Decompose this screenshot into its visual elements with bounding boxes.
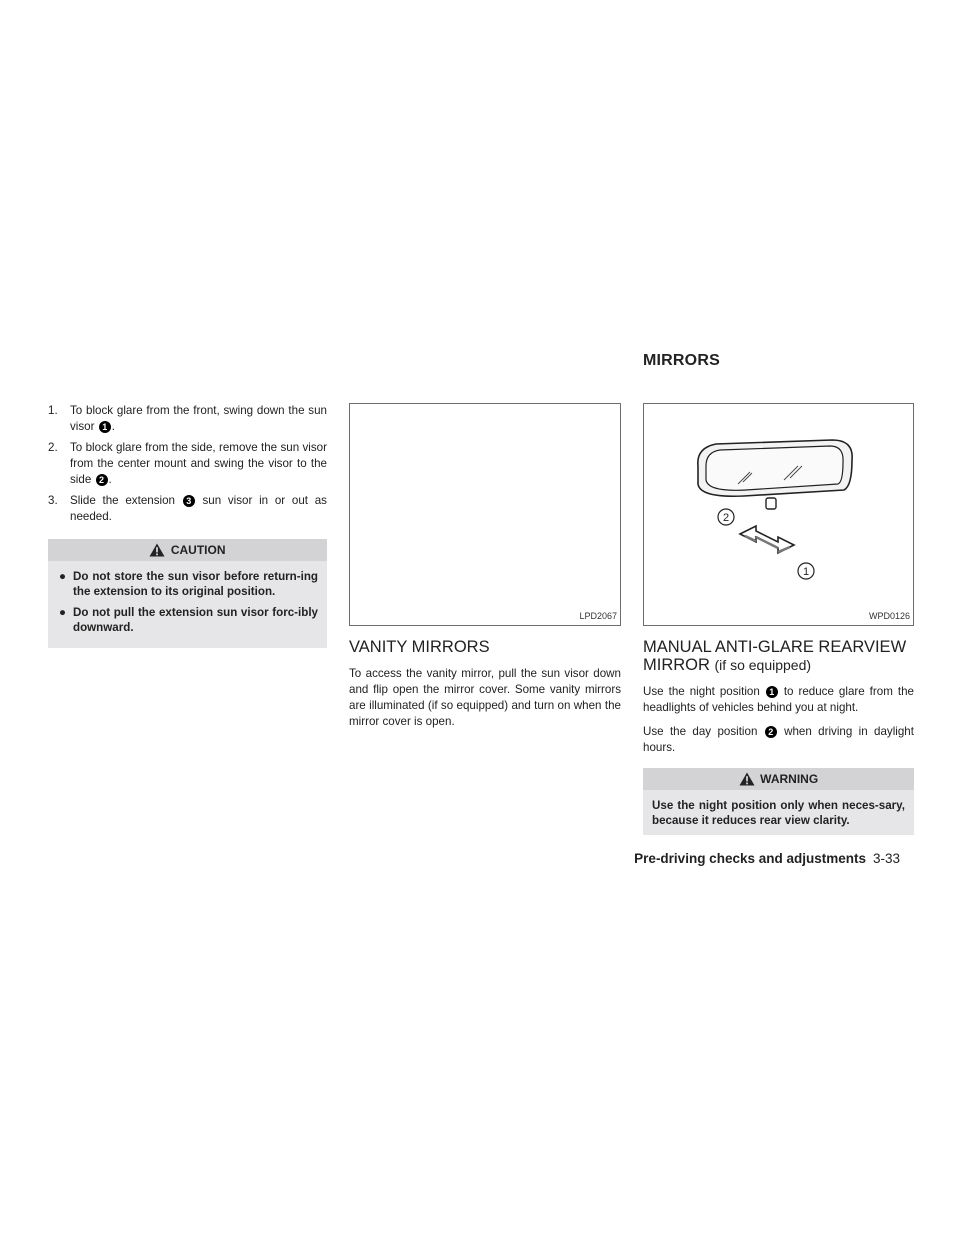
vanity-heading: VANITY MIRRORS [349, 638, 490, 656]
step-item [48, 493, 327, 525]
step-text: Slide the extension [70, 494, 175, 507]
caution-box [48, 539, 327, 648]
rearview-mirror-illustration [644, 404, 913, 625]
rearview-day-text [643, 724, 914, 756]
caution-item [57, 605, 318, 635]
caution-text: Do not pull the extension sun visor forc-ibly downward. [73, 606, 318, 634]
callout-label-2: 2 [722, 512, 730, 524]
mirror-tab-shape [766, 498, 776, 509]
callout-label-1: 1 [802, 566, 810, 578]
figure-code: LPD2067 [579, 611, 617, 621]
step-text: To block glare from the front, swing down the sun visor [70, 404, 327, 433]
warning-triangle-icon [739, 772, 755, 786]
footer-page-number: 3-33 [873, 851, 901, 866]
night-text-after: to reduce glare from the headlights of vehicles behind you at night. [643, 685, 914, 714]
bullet-icon: ● [59, 606, 67, 619]
warning-header [643, 768, 914, 790]
vanity-column [349, 403, 621, 738]
callout-marker: 1 [99, 421, 111, 433]
step-text-after: . [111, 420, 115, 433]
warning-label: WARNING [760, 772, 819, 786]
bullet-icon: ● [59, 570, 67, 583]
step-text-after: . [108, 473, 112, 486]
sun-visor-steps [48, 403, 327, 525]
step-item [48, 440, 327, 488]
rearview-column [643, 403, 914, 835]
day-text-after: when driving in daylight hours. [643, 725, 914, 754]
warning-triangle-icon [149, 543, 165, 557]
callout-marker: 3 [183, 495, 195, 507]
day-text-before: Use the day position [643, 725, 758, 738]
footer-chapter-title: Pre-driving checks and adjustments [634, 851, 866, 866]
caution-text: Do not store the sun visor before return-ing the extension to its original position. [73, 570, 318, 598]
callout-marker: 2 [765, 726, 777, 738]
step-number: 2. [48, 441, 58, 454]
rearview-night-text [643, 684, 914, 716]
section-title: MIRRORS [643, 352, 720, 369]
step-item [48, 403, 327, 435]
caution-item [57, 569, 318, 599]
callout-marker: 1 [766, 686, 778, 698]
step-number: 1. [48, 404, 58, 417]
step-number: 3. [48, 494, 58, 507]
caution-label: CAUTION [170, 543, 226, 557]
step-text-after: sun visor in or out as needed. [70, 494, 327, 523]
rearview-heading [643, 638, 914, 674]
caution-header [48, 539, 327, 561]
rearview-heading-main: MANUAL ANTI-GLARE REARVIEW MIRROR [643, 638, 907, 674]
step-text: To block glare from the side, remove the sun visor from the center mount and swing the visor to the side [70, 441, 327, 486]
mirror-glass-shape [706, 446, 843, 490]
rearview-figure [643, 403, 914, 626]
vanity-figure [349, 403, 621, 626]
callout-marker: 2 [96, 474, 108, 486]
warning-box [643, 768, 914, 835]
night-text-before: Use the night position [643, 685, 760, 698]
figure-code: WPD0126 [868, 611, 910, 621]
sun-visor-column [48, 403, 327, 648]
vanity-text: To access the vanity mirror, pull the sun visor down and flip open the mirror cover. Some vanity mirrors are illuminated (if so equipped) and turn on when the mirror cover is open. [349, 667, 621, 728]
caution-list [57, 569, 318, 635]
rearview-heading-note: (if so equipped) [714, 657, 812, 673]
warning-text: Use the night position only when neces-sary, because it reduces rear view clarity. [652, 799, 905, 827]
